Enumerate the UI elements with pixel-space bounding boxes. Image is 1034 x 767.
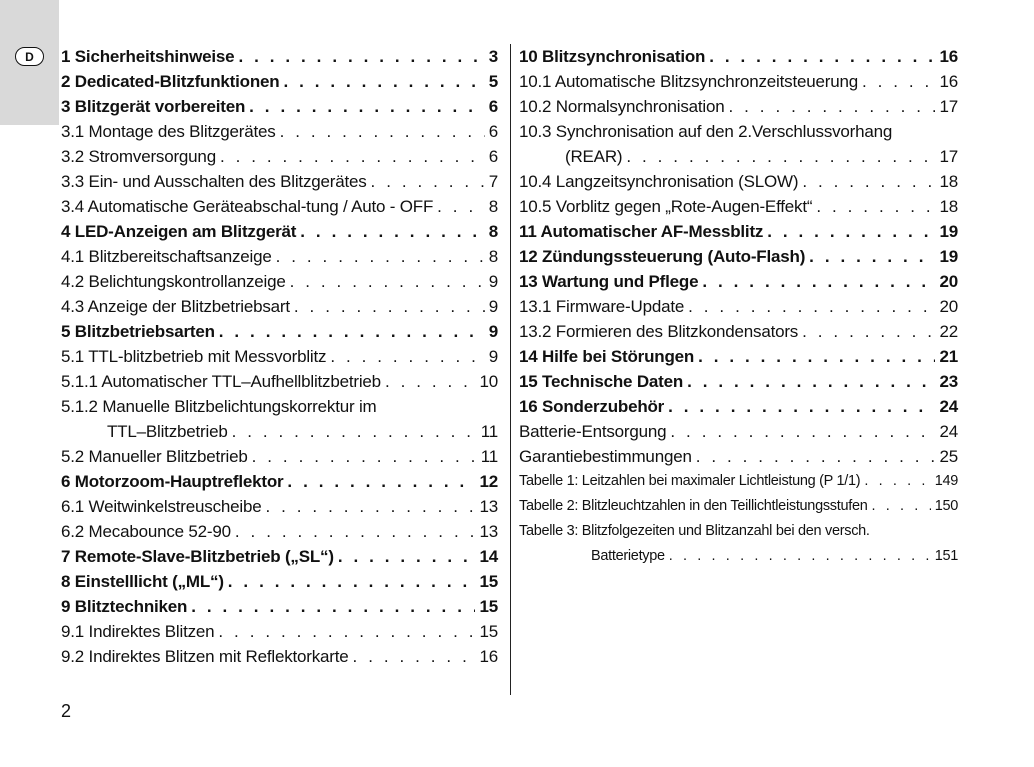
toc-entry-page: 9 <box>488 322 498 341</box>
toc-leader-dots <box>809 244 935 269</box>
toc-entry-title: Tabelle 1: Leitzahlen bei maximaler Lichtleistung (P 1/1) <box>519 473 861 489</box>
toc-entry-page: 19 <box>939 247 958 266</box>
toc-entry-page: 151 <box>934 548 958 564</box>
toc-entry <box>61 294 498 319</box>
toc-entry-page: 20 <box>939 297 958 316</box>
toc-entry <box>519 394 958 419</box>
toc-entry-title: 13.2 Formieren des Blitzkondensators <box>519 322 799 341</box>
toc-entry <box>61 169 498 194</box>
toc-entry-page: 18 <box>939 172 958 191</box>
toc-entry <box>61 594 498 619</box>
toc-entry-page: 8 <box>488 222 498 241</box>
toc-entry-page: 9 <box>488 297 498 316</box>
toc-entry <box>519 244 958 269</box>
toc-entry-title: 10.2 Normalsynchronisation <box>519 97 725 116</box>
toc-entry-page: 18 <box>939 197 958 216</box>
toc-entry-title: 11 Automatischer AF-Messblitz <box>519 222 764 241</box>
toc-entry-title: 1 Sicherheitshinweise <box>61 47 235 66</box>
toc-entry-page: 16 <box>939 72 958 91</box>
toc-entry <box>61 244 498 269</box>
toc-entry-page: 24 <box>939 422 958 441</box>
toc-entry <box>61 344 498 369</box>
toc-entry-page: 14 <box>479 547 498 566</box>
toc-leader-dots <box>338 544 476 569</box>
toc-left-column <box>61 44 498 669</box>
toc-entry-title: 9 Blitztechniken <box>61 597 188 616</box>
toc-leader-dots <box>702 269 935 294</box>
toc-entry <box>61 94 498 119</box>
toc-entry-page: 13 <box>479 497 498 516</box>
toc-entry-title: 15 Technische Daten <box>519 372 684 391</box>
toc-entry-title: Tabelle 3: Blitzfolgezeiten und Blitzanzahl bei den versch. <box>519 523 870 539</box>
toc-entry-title: 5 Blitzbetriebsarten <box>61 322 215 341</box>
toc-entry-page: 5 <box>488 72 498 91</box>
toc-leader-dots <box>330 344 484 369</box>
toc-entry-title: 10.3 Synchronisation auf den 2.Verschlussvorhang <box>519 122 893 141</box>
toc-leader-dots <box>696 444 936 469</box>
toc-entry <box>61 569 498 594</box>
toc-entry-title: 3.1 Montage des Blitzgerätes <box>61 122 276 141</box>
toc-entry <box>61 644 498 669</box>
page-number: 2 <box>61 701 72 721</box>
toc-entry <box>519 219 958 244</box>
toc-leader-dots <box>287 469 475 494</box>
toc-entry-title: 16 Sonderzubehör <box>519 397 665 416</box>
toc-entry <box>61 69 498 94</box>
toc-entry <box>519 544 958 569</box>
language-tab <box>0 0 59 125</box>
toc-entry <box>61 469 498 494</box>
toc-entry-title: TTL–Blitzbetrieb <box>107 422 228 441</box>
toc-leader-dots <box>249 94 485 119</box>
toc-entry-page: 12 <box>479 472 498 491</box>
toc-entry-page: 15 <box>479 622 498 641</box>
toc-entry-page: 149 <box>934 473 958 489</box>
toc-entry-page: 3 <box>488 47 498 66</box>
toc-entry-title: Batterietype <box>591 548 665 564</box>
toc-entry-page: 16 <box>479 647 498 666</box>
toc-entry <box>61 144 498 169</box>
toc-leader-dots <box>219 319 485 344</box>
toc-entry-page: 8 <box>488 247 498 266</box>
toc-leader-dots <box>872 494 931 519</box>
toc-entry-title: 3.3 Ein- und Ausschalten des Blitzgerätes <box>61 172 367 191</box>
toc-entry-title: 4.3 Anzeige der Blitzbetriebsart <box>61 297 290 316</box>
toc-leader-dots <box>626 144 935 169</box>
toc-leader-dots <box>265 494 475 519</box>
toc-entry-title: 5.2 Manueller Blitzbetrieb <box>61 447 248 466</box>
toc-leader-dots <box>276 244 485 269</box>
toc-leader-dots <box>280 119 485 144</box>
toc-entry-page: 20 <box>939 272 958 291</box>
toc-entry-page: 8 <box>488 197 498 216</box>
toc-leader-dots <box>687 369 935 394</box>
toc-entry-title: 10.5 Vorblitz gegen „Rote-Augen-Effekt“ <box>519 197 813 216</box>
toc-entry-title: (REAR) <box>565 147 623 166</box>
toc-entry <box>519 369 958 394</box>
toc-entry-page: 19 <box>939 222 958 241</box>
toc-leader-dots <box>218 619 475 644</box>
toc-entry-title: 8 Einstelllicht („ML“) <box>61 572 224 591</box>
toc-entry <box>519 469 958 494</box>
toc-right-column <box>519 44 958 569</box>
toc-entry-title: 12 Zündungssteuerung (Auto-Flash) <box>519 247 806 266</box>
toc-entry <box>519 69 958 94</box>
toc-entry-page: 9 <box>488 272 498 291</box>
toc-leader-dots <box>238 44 484 69</box>
toc-entry-title: Batterie-Entsorgung <box>519 422 667 441</box>
toc-leader-dots <box>228 569 476 594</box>
toc-entry <box>61 394 498 419</box>
toc-leader-dots <box>235 519 476 544</box>
toc-entry-title: 10.1 Automatische Blitzsynchronzeitsteuerung <box>519 72 858 91</box>
toc-entry <box>61 544 498 569</box>
toc-entry <box>519 44 958 69</box>
toc-entry-title: 6 Motorzoom-Hauptreflektor <box>61 472 284 491</box>
toc-entry-page: 16 <box>939 47 958 66</box>
toc-entry-page: 6 <box>488 147 498 166</box>
toc-entry-title: 4 LED-Anzeigen am Blitzgerät <box>61 222 297 241</box>
toc-entry-title: 4.2 Belichtungskontrollanzeige <box>61 272 286 291</box>
toc-entry <box>61 194 498 219</box>
toc-entry-page: 15 <box>479 597 498 616</box>
toc-entry-page: 11 <box>480 447 498 466</box>
toc-leader-dots <box>802 169 935 194</box>
toc-leader-dots <box>385 369 476 394</box>
toc-leader-dots <box>668 394 935 419</box>
toc-entry <box>61 269 498 294</box>
toc-entry <box>61 494 498 519</box>
toc-leader-dots <box>698 344 935 369</box>
toc-entry-title: 6.1 Weitwinkelstreuscheibe <box>61 497 262 516</box>
toc-entry <box>519 319 958 344</box>
toc-leader-dots <box>220 144 485 169</box>
toc-entry <box>61 444 498 469</box>
toc-entry <box>61 119 498 144</box>
toc-leader-dots <box>767 219 935 244</box>
toc-leader-dots <box>191 594 475 619</box>
toc-leader-dots <box>371 169 485 194</box>
toc-entry-title: 9.2 Indirektes Blitzen mit Reflektorkarte <box>61 647 349 666</box>
toc-leader-dots <box>232 419 477 444</box>
toc-entry-title: 4.1 Blitzbereitschaftsanzeige <box>61 247 272 266</box>
toc-entry-title: Garantiebestimmungen <box>519 447 692 466</box>
toc-entry-page: 21 <box>939 347 958 366</box>
toc-entry-title: 10 Blitzsynchronisation <box>519 47 706 66</box>
toc-entry-title: Tabelle 2: Blitzleuchtzahlen in den Teillichtleistungsstufen <box>519 498 868 514</box>
toc-entry <box>61 619 498 644</box>
toc-entry-title: 6.2 Mecabounce 52-90 <box>61 522 231 541</box>
toc-entry <box>519 519 958 544</box>
toc-entry-page: 17 <box>939 147 958 166</box>
toc-entry <box>519 119 958 144</box>
toc-leader-dots <box>437 194 485 219</box>
toc-leader-dots <box>669 544 931 569</box>
toc-leader-dots <box>252 444 477 469</box>
toc-entry-title: 9.1 Indirektes Blitzen <box>61 622 215 641</box>
toc-entry-title: 5.1.2 Manuelle Blitzbelichtungskorrektur im <box>61 397 377 416</box>
toc-entry-page: 24 <box>939 397 958 416</box>
toc-entry-page: 22 <box>939 322 958 341</box>
toc-entry-title: 7 Remote-Slave-Blitzbetrieb („SL“) <box>61 547 334 566</box>
toc-entry-title: 2 Dedicated-Blitzfunktionen <box>61 72 280 91</box>
toc-entry-title: 3 Blitzgerät vorbereiten <box>61 97 246 116</box>
toc-entry-page: 6 <box>488 97 498 116</box>
toc-entry-page: 7 <box>488 172 498 191</box>
toc-leader-dots <box>688 294 935 319</box>
toc-leader-dots <box>294 294 485 319</box>
toc-leader-dots <box>300 219 484 244</box>
toc-entry <box>519 419 958 444</box>
toc-entry-title: 3.2 Stromversorgung <box>61 147 216 166</box>
toc-entry <box>519 494 958 519</box>
toc-entry <box>61 219 498 244</box>
toc-entry-page: 13 <box>479 522 498 541</box>
toc-entry-page: 9 <box>488 347 498 366</box>
toc-entry <box>519 294 958 319</box>
toc-entry <box>61 419 498 444</box>
toc-leader-dots <box>729 94 936 119</box>
toc-entry <box>519 444 958 469</box>
toc-leader-dots <box>670 419 935 444</box>
toc-leader-dots <box>709 44 935 69</box>
toc-entry-page: 17 <box>939 97 958 116</box>
language-badge: D <box>15 47 44 66</box>
toc-entry-title: 5.1 TTL-blitzbetrieb mit Messvorblitz <box>61 347 327 366</box>
toc-entry-page: 15 <box>479 572 498 591</box>
toc-leader-dots <box>283 69 484 94</box>
toc-entry-title: 5.1.1 Automatischer TTL–Aufhellblitzbetrieb <box>61 372 381 391</box>
toc-leader-dots <box>864 469 930 494</box>
toc-entry <box>61 44 498 69</box>
toc-entry <box>61 369 498 394</box>
toc-leader-dots <box>290 269 485 294</box>
toc-entry-title: 13 Wartung und Pflege <box>519 272 699 291</box>
toc-entry-page: 25 <box>939 447 958 466</box>
toc-entry <box>519 344 958 369</box>
toc-leader-dots <box>862 69 936 94</box>
toc-leader-dots <box>802 319 935 344</box>
toc-entry <box>519 144 958 169</box>
toc-entry <box>519 169 958 194</box>
toc-entry <box>519 194 958 219</box>
toc-entry <box>61 319 498 344</box>
toc-entry-page: 11 <box>480 422 498 441</box>
toc-entry-page: 10 <box>479 372 498 391</box>
toc-entry-title: 14 Hilfe bei Störungen <box>519 347 695 366</box>
toc-leader-dots <box>816 194 935 219</box>
toc-entry-page: 23 <box>939 372 958 391</box>
toc-leader-dots <box>353 644 476 669</box>
toc-entry-title: 13.1 Firmware-Update <box>519 297 685 316</box>
toc-entry-page: 150 <box>934 498 958 514</box>
toc-entry <box>519 269 958 294</box>
toc-entry-page: 6 <box>488 122 498 141</box>
toc-entry <box>61 519 498 544</box>
toc-entry-title: 10.4 Langzeitsynchronisation (SLOW) <box>519 172 799 191</box>
toc-entry <box>519 94 958 119</box>
toc-entry-title: 3.4 Automatische Geräteabschal-tung / Auto - OFF <box>61 197 434 216</box>
column-divider <box>510 44 511 695</box>
